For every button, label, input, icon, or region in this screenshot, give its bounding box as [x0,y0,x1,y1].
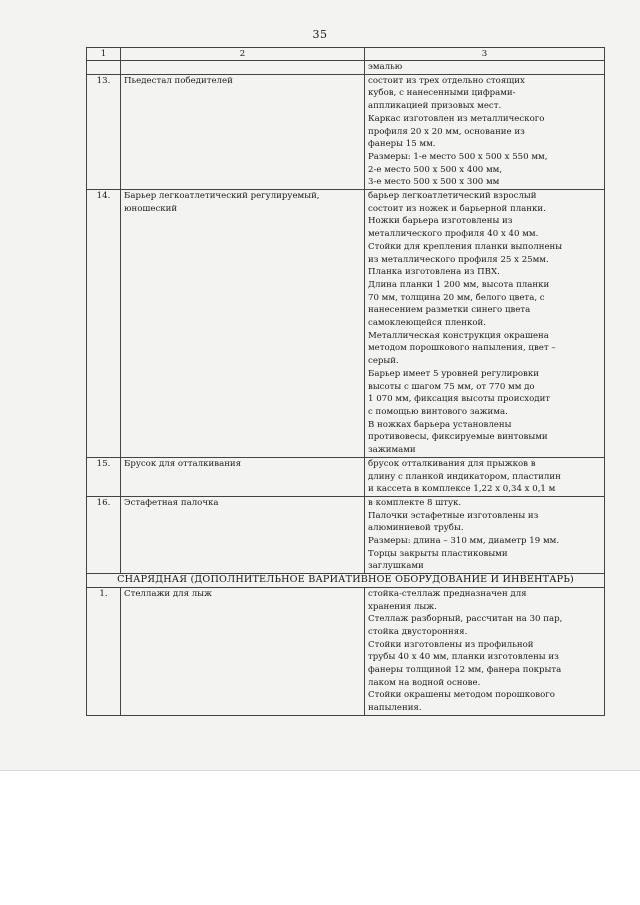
desc-line: противовесы, фиксируемые винтовыми [368,432,548,443]
item-name-cell [121,457,365,496]
desc-line: Длина планки 1 200 мм, высота планки [368,279,550,290]
item-name-cell [121,587,365,715]
desc-line: хранения лыж. [368,601,437,612]
desc-line: заглушками [368,561,424,572]
desc-line: самоклеющейся пленкой. [368,318,486,329]
desc-line: Металлическая конструкция окрашена [368,330,549,341]
desc-line: эмалью [368,62,403,72]
item-name-line: юношеский [124,203,178,214]
desc-line: В ножках барьера установлены [368,419,512,430]
desc-line: Палочки эстафетные изготовлены из [368,510,539,521]
desc-line: длину с планкой индикатором, пластилин [368,471,561,482]
item-name-line: Стеллажи для лыж [124,588,212,599]
desc-line: зажимами [368,445,416,456]
item-name-line: Пьедестал победителей [124,75,233,86]
section-row [87,574,605,588]
header-cell-3: 3 [365,48,605,61]
continuation-name-cell [121,61,365,75]
item-number: 16. [87,496,121,573]
desc-line: кубов, с нанесенными цифрами- [368,88,516,99]
desc-line: нанесением разметки синего цвета [368,305,531,316]
item-description-cell [365,190,605,458]
specification-table [86,47,605,716]
desc-line: 3-е место 500 х 500 х 300 мм [368,177,500,188]
table-row [87,496,605,573]
desc-line: методом порошкового напыления, цвет – [368,343,556,354]
item-number: 15. [87,457,121,496]
desc-line: барьер легкоатлетический взрослый [368,191,537,202]
desc-line: стойка двусторонняя. [368,626,468,637]
page-number: 35 [312,28,328,41]
desc-line: высоты с шагом 75 мм, от 770 мм до [368,381,535,392]
item-description-cell [365,496,605,573]
desc-line: Торцы закрыты пластиковыми [368,548,508,559]
desc-line: Стеллаж разборный, рассчитан на 30 пар, [368,614,563,625]
desc-line: 70 мм, толщина 20 мм, белого цвета, с [368,292,545,303]
desc-line: брусок отталкивания для прыжков в [368,458,536,469]
desc-line: металлического профиля 40 х 40 мм. [368,229,539,240]
item-description-cell [365,587,605,715]
desc-line: Стойки для крепления планки выполнены [368,241,563,252]
table-row [87,457,605,496]
continuation-num-cell [87,61,121,75]
desc-line: лаком на водной основе. [368,677,481,688]
desc-line: Стойки изготовлены из профильной [368,639,534,650]
item-number: 1. [87,587,121,715]
desc-line: напыления. [368,703,422,714]
item-name-cell [121,190,365,458]
desc-line: состоит из ножек и барьерной планки. [368,203,546,214]
desc-line: с помощью винтового зажима. [368,406,508,417]
item-description-cell [365,74,605,189]
header-cell-1: 1 [87,48,121,61]
desc-line: Ножки барьера изготовлены из [368,216,513,227]
desc-line: аппликацией призовых мест. [368,101,502,112]
desc-line: профиля 20 х 20 мм, основание из [368,126,525,137]
desc-line: трубы 40 х 40 мм, планки изготовлены из [368,652,559,663]
continuation-row [87,61,605,75]
desc-line: фанеры 15 мм. [368,139,436,150]
continuation-desc-cell [365,61,605,75]
table-row [87,587,605,715]
desc-line: Барьер имеет 5 уровней регулировки [368,368,539,379]
desc-line: стойка-стеллаж предназначен для [368,588,527,599]
item-number: 13. [87,74,121,189]
item-name-cell [121,74,365,189]
desc-line: 1 070 мм, фиксация высоты происходит [368,394,551,405]
section-title: СНАРЯДНАЯ (ДОПОЛНИТЕЛЬНОЕ ВАРИАТИВНОЕ ОБОРУДОВАНИЕ И ИНВЕНТАРЬ) [87,574,605,588]
desc-line: фанеры толщиной 12 мм, фанера покрыта [368,665,562,676]
item-name-cell [121,496,365,573]
item-description-cell [365,457,605,496]
desc-line: Размеры: 1-е место 500 х 500 х 550 мм, [368,151,548,162]
desc-line: в комплекте 8 штук. [368,497,462,508]
desc-line: Стойки окрашены методом порошкового [368,690,555,701]
desc-line: Размеры: длина – 310 мм, диаметр 19 мм. [368,536,560,547]
item-number: 14. [87,190,121,458]
item-name-line: Эстафетная палочка [124,497,219,508]
desc-line: и кассета в комплексе 1,22 х 0,34 х 0,1 м [368,484,556,495]
desc-line: 2-е место 500 х 500 х 400 мм, [368,164,503,175]
desc-line: Каркас изготовлен из металлического [368,113,545,124]
item-name-line: Барьер легкоатлетический регулируемый, [124,191,320,202]
table-header-row [87,48,605,61]
item-name-line: Брусок для отталкивания [124,458,242,469]
desc-line: серый. [368,356,399,367]
table-row [87,190,605,458]
desc-line: алюминиевой трубы. [368,523,464,534]
desc-line: Планка изготовлена из ПВХ. [368,267,500,278]
desc-line: из металлического профиля 25 х 25мм. [368,254,549,265]
table-row [87,74,605,189]
desc-line: состоит из трех отдельно стоящих [368,75,525,86]
header-cell-2: 2 [121,48,365,61]
